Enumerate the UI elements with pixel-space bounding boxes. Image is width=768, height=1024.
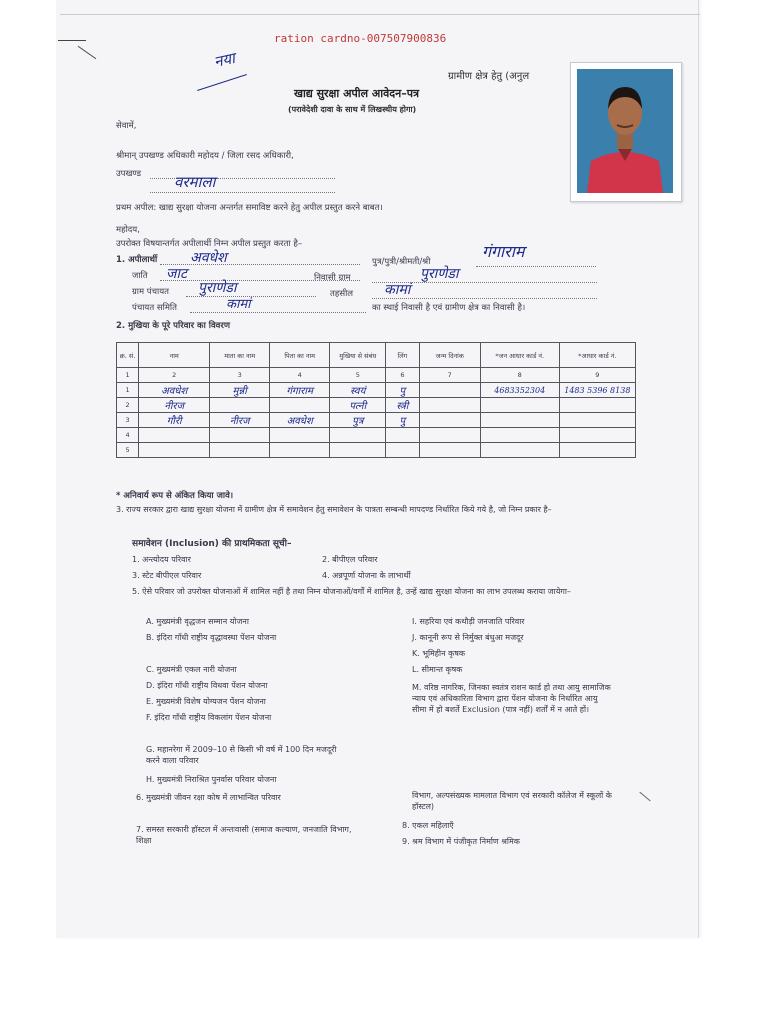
- tehsil-label: तहसील: [330, 289, 354, 299]
- applicant-name: अवधेश: [190, 250, 227, 266]
- col-num: 9: [559, 368, 635, 383]
- cell-aadhaar: [559, 398, 635, 413]
- cell-jan-aadhaar: [480, 413, 559, 428]
- cell-jan-aadhaar: [480, 443, 559, 458]
- mahoday: महोदय,: [116, 225, 140, 235]
- applicant-father: गंगाराम: [482, 242, 525, 261]
- applicant-samiti: कामां: [226, 297, 251, 312]
- col-num: 4: [270, 368, 330, 383]
- relation-label: पुत्र/पुत्री/श्रीमती/श्री: [372, 257, 431, 267]
- col-jan-aadhaar: *जन आधार कार्ड नं.: [480, 343, 559, 368]
- cell-aadhaar: 1483 5396 8138: [559, 383, 635, 398]
- top-divider: [60, 14, 700, 15]
- scheme-k: K. भूमिहीन कृषक: [412, 649, 466, 658]
- scheme-d: D. इंदिरा गाँधी राष्ट्रीय विधवा पेंशन योजना: [146, 681, 268, 690]
- table-row: [117, 428, 636, 443]
- resident-text: का स्थाई निवासी है एवं ग्रामीण क्षेत्र का निवासी है।: [372, 303, 526, 313]
- priority-heading: समावेशन (Inclusion) की प्राथमिकता सूची–: [132, 539, 292, 549]
- samiti-label: पंचायत समिति: [132, 303, 177, 313]
- priority-item-4: 4. अन्नपूर्णा योजना के लाभार्थी: [322, 571, 411, 580]
- applicant-tehsil: कामां: [384, 282, 411, 298]
- cell-gender: [386, 443, 419, 458]
- table-row: [117, 413, 636, 428]
- cell-dob: [419, 398, 480, 413]
- village-label: निवासी ग्राम: [314, 273, 351, 283]
- cell-name: [139, 428, 210, 443]
- cell-sn: 1: [117, 383, 139, 398]
- col-num: 1: [117, 368, 139, 383]
- scheme-b: B. इंदिरा गाँधी राष्ट्रीय वृद्धावस्था पेंशन योजना: [146, 633, 277, 642]
- cell-aadhaar: [559, 443, 635, 458]
- cell-relation: [330, 428, 386, 443]
- cell-father: [270, 428, 330, 443]
- cell-father: [270, 443, 330, 458]
- hostel-continuation: विभाग, अल्पसंख्यक मामलात विभाग एवं सरकारी कॉलेज में स्कूलों के हॉस्टल): [412, 791, 612, 811]
- col-num: 3: [210, 368, 270, 383]
- cell-relation: पत्नी: [330, 398, 386, 413]
- section3-paragraph: 3. राज्य सरकार द्वारा खाद्य सुरक्षा योजना में ग्रामीण क्षेत्र में समावेशन हेतु समावेशन के पात्रता सम्बन्धी मापदण्ड निर्धारित किये गये है, जो निम्न प्रकार है–: [116, 505, 552, 514]
- col-name: नाम: [139, 343, 210, 368]
- scheme-m: M. वरिष्ठ नागरिक, जिनका स्वतंत्र राशन कार्ड हो तथा आयु सामाजिक न्याय एवं अधिकारिता विभाग द्वारा पेंशन योजना के निर्धारित आयु सीमा में हो बशर्ते Exclusion (पात्र नहीं) शर्तों में न आते हों।: [412, 683, 611, 714]
- cell-sn: 4: [117, 428, 139, 443]
- scheme-i: I. सहरिया एवं कथौड़ी जनजाति परिवार: [412, 617, 525, 626]
- cell-aadhaar: [559, 413, 635, 428]
- scheme-8: 8. एकल महिलाएँ: [402, 821, 454, 830]
- priority-item-1: 1. अन्त्योदय परिवार: [132, 555, 191, 564]
- cell-jan-aadhaar: [480, 428, 559, 443]
- cell-jan-aadhaar: [480, 398, 559, 413]
- cell-aadhaar: [559, 428, 635, 443]
- scheme-j: J. कानूनी रूप से निर्मुक्त बंधुआ मजदूर: [412, 633, 524, 642]
- panchayat-label: ग्राम पंचायत: [132, 287, 169, 297]
- applicant-village: पुराणेडा: [420, 266, 459, 282]
- col-num: 8: [480, 368, 559, 383]
- table-header-row: [117, 343, 636, 368]
- samiti-line: [190, 312, 366, 313]
- col-num: 7: [419, 368, 480, 383]
- cell-relation: स्वयं: [330, 383, 386, 398]
- col-mother: माता का नाम: [210, 343, 270, 368]
- col-num: 6: [386, 368, 419, 383]
- cell-gender: स्त्री: [386, 398, 419, 413]
- left-dash: [58, 40, 86, 41]
- ration-card-number: ration cardno-007507900836: [274, 32, 447, 45]
- cell-sn: 5: [117, 443, 139, 458]
- cell-dob: [419, 383, 480, 398]
- col-aadhaar: *आधार कार्ड नं.: [559, 343, 635, 368]
- subject-line: प्रथम अपील: खाद्य सुरक्षा योजना अन्तर्गत समाविष्ट करने हेतु अपील प्रस्तुत करने बाबत।: [116, 203, 383, 213]
- table-row: [117, 398, 636, 413]
- cell-mother: मुन्नी: [210, 383, 270, 398]
- col-num: 2: [139, 368, 210, 383]
- cell-sn: 2: [117, 398, 139, 413]
- col-sn: क्र. सं.: [117, 343, 139, 368]
- col-dob: जन्म दिनांक: [419, 343, 480, 368]
- cell-father: [270, 398, 330, 413]
- cell-dob: [419, 413, 480, 428]
- table-number-row: [117, 368, 636, 383]
- scheme-f: F. इंदिरा गाँधी राष्ट्रीय विकलांग पेंशन योजना: [146, 713, 272, 722]
- scheme-a: A. मुख्यमंत्री वृद्धजन सम्मान योजना: [146, 617, 249, 626]
- cell-mother: [210, 398, 270, 413]
- priority-item-3: 3. स्टेट बीपीएल परिवार: [132, 571, 202, 580]
- priority-item-2: 2. बीपीएल परिवार: [322, 555, 378, 564]
- area-label: ग्रामीण क्षेत्र हेतु (अनुल: [448, 71, 530, 82]
- intro-line: उपरोक्त विषयान्तर्गत अपीलार्थी निम्न अपील प्रस्तुत करता है–: [116, 239, 303, 249]
- scheme-7: 7. समस्त सरकारी हॉस्टल में अन्तःवासी (समाज कल्याण, जनजाति विभाग, शिक्षा: [136, 825, 352, 845]
- cell-mother: नीरज: [210, 413, 270, 428]
- col-gender: लिंग: [386, 343, 419, 368]
- officer-line: श्रीमान् उपखण्ड अधिकारी महोदय / जिला रसद अधिकारी,: [116, 151, 294, 161]
- cell-mother: [210, 443, 270, 458]
- scheme-l: L. सीमान्त कृषक: [412, 665, 463, 674]
- col-father: पिता का नाम: [270, 343, 330, 368]
- form-title: खाद्य सुरक्षा अपील आवेदन–पत्र: [294, 87, 420, 100]
- col-num: 5: [330, 368, 386, 383]
- cell-dob: [419, 428, 480, 443]
- col-relation: मुखिया से संबंध: [330, 343, 386, 368]
- cell-jan-aadhaar: 4683352304: [480, 383, 559, 398]
- cell-gender: पु: [386, 413, 419, 428]
- priority-item-5: 5. ऐसे परिवार जो उपरोक्त योजनाओं में शामिल नहीं है तथा निम्न योजनाओं/वर्गों में शामिल है, उन्हें खाद्य सुरक्षा योजना का लाभ उपलब्ध कराया जायेगा–: [132, 587, 571, 596]
- cell-relation: पुत्र: [330, 413, 386, 428]
- cell-father: अवधेश: [270, 413, 330, 428]
- form-subtitle: (परावेदेशी दावा के साथ में लिखस्थीय होगा): [288, 105, 417, 114]
- handwritten-naya: नया: [212, 49, 237, 71]
- cell-name: अवधेश: [139, 383, 210, 398]
- caste-label: जाति: [132, 271, 148, 281]
- cell-mother: [210, 428, 270, 443]
- cell-gender: [386, 428, 419, 443]
- cell-sn: 3: [117, 413, 139, 428]
- applicant-name-label: 1. अपीलार्थी: [116, 255, 158, 265]
- cell-name: गौरी: [139, 413, 210, 428]
- scheme-g: G. महानरेगा में 2009–10 से किसी भी वर्ष में 100 दिन मजदूरी करने वाला परिवार: [146, 745, 337, 765]
- father-line: [476, 266, 596, 267]
- applicant-photo: [570, 62, 682, 202]
- scheme-h: H. मुख्यमंत्री निराश्रित पुनर्वास परिवार योजना: [146, 775, 277, 784]
- family-heading: 2. मुखिया के पूरे परिवार का विवरण: [116, 321, 231, 331]
- subdivision-line-2: [150, 192, 335, 193]
- cell-dob: [419, 443, 480, 458]
- scheme-e: E. मुख्यमंत्री विशेष योग्यजन पेंशन योजना: [146, 697, 266, 706]
- cell-father: गंगाराम: [270, 383, 330, 398]
- subdivision-value: वरमाला: [174, 173, 216, 191]
- mandatory-note: * अनिवार्य रूप से अंकित किया जावे।: [116, 491, 234, 501]
- cell-name: [139, 443, 210, 458]
- applicant-caste: जाट: [166, 266, 188, 282]
- scheme-c: C. मुख्यमंत्री एकल नारी योजना: [146, 665, 237, 674]
- family-table: [116, 342, 636, 458]
- cell-relation: [330, 443, 386, 458]
- applicant-panchayat: पुराणेडा: [198, 280, 237, 296]
- table-row: [117, 443, 636, 458]
- cell-gender: पु: [386, 383, 419, 398]
- table-row: [117, 383, 636, 398]
- scheme-6: 6. मुख्यमंत्री जीवन रक्षा कोष में लाभान्वित परिवार: [136, 793, 281, 802]
- subdivision-label: उपखण्ड: [116, 169, 142, 179]
- cell-name: नीरज: [139, 398, 210, 413]
- scheme-9: 9. श्रम विभाग में पंजीकृत निर्माण श्रमिक: [402, 837, 520, 846]
- sevame: सेवामें,: [116, 121, 137, 131]
